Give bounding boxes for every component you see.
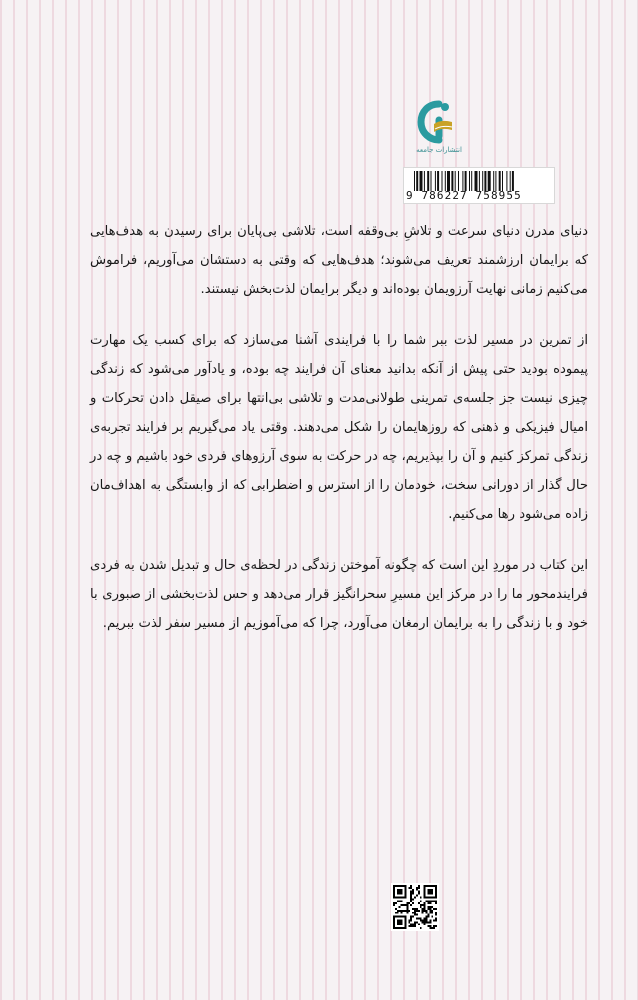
isbn-number: 9 786227 758955 xyxy=(406,189,522,202)
barcode-bars xyxy=(414,171,548,191)
isbn-barcode xyxy=(403,167,555,204)
publisher-caption: انتشارات جامعه xyxy=(416,146,462,154)
blurb-text xyxy=(90,217,588,660)
blurb-paragraph: دنیای مدرن دنیای سرعت و تلاشِ بی‌وقفه است، تلاشی بی‌پایان برای رسیدن به هدف‌هایی که برایمان ارزشمند تعریف می‌شوند؛ هدف‌هایی که وقتی به دستشان می‌آوریم، فراموش می‌کنیم زمانی نهایت آرزویمان بوده‌اند و دیگر برایمان لذت‌بخش نیستند. xyxy=(90,224,588,297)
qr-code-icon xyxy=(391,883,439,931)
blurb-paragraph: این کتاب در موردِ این است که چگونه آموختن زندگی در لحظه‌ی حال و تبدیل شدن به فردی فرایندمحور ما را در مرکز این مسیرِ سحرانگیز قرار می‌دهد و حس لذت‌بخشی از صبوری با خود و با زندگی را به برایمان ارمغان می‌آورد، چرا که می‌آموزیم از مسیر سفر لذت ببریم. xyxy=(90,558,588,631)
blurb-paragraph: از تمرین در مسیر لذت ببر شما را با فرایندی آشنا می‌سازد که برای کسب یک مهارت پیموده بودید حتی پیش از آنکه بدانید معنای آن فرایند چه بوده، و یادآور می‌شود که زندگی چیزی نیست جز جلسه‌ی تمرینی طولانی‌مدت و تلاشی بی‌انتها برای صیقل دادن تحرکات و امیال فیزیکی و ذهنی که روزهایمان را شکل می‌دهند. وقتی یاد می‌گیریم بر فرایند تجربه‌ی زندگی تمرکز کنیم و آن را بپذیریم، چه در حرکت به سوی آرزوهای فردی خود باشیم و چه در حال گذار از دورانی سخت، خودمان را از استرس و اضطرابی که از وابستگی به اهداف‌مان زاده می‌شود رها می‌کنیم. xyxy=(90,333,588,522)
